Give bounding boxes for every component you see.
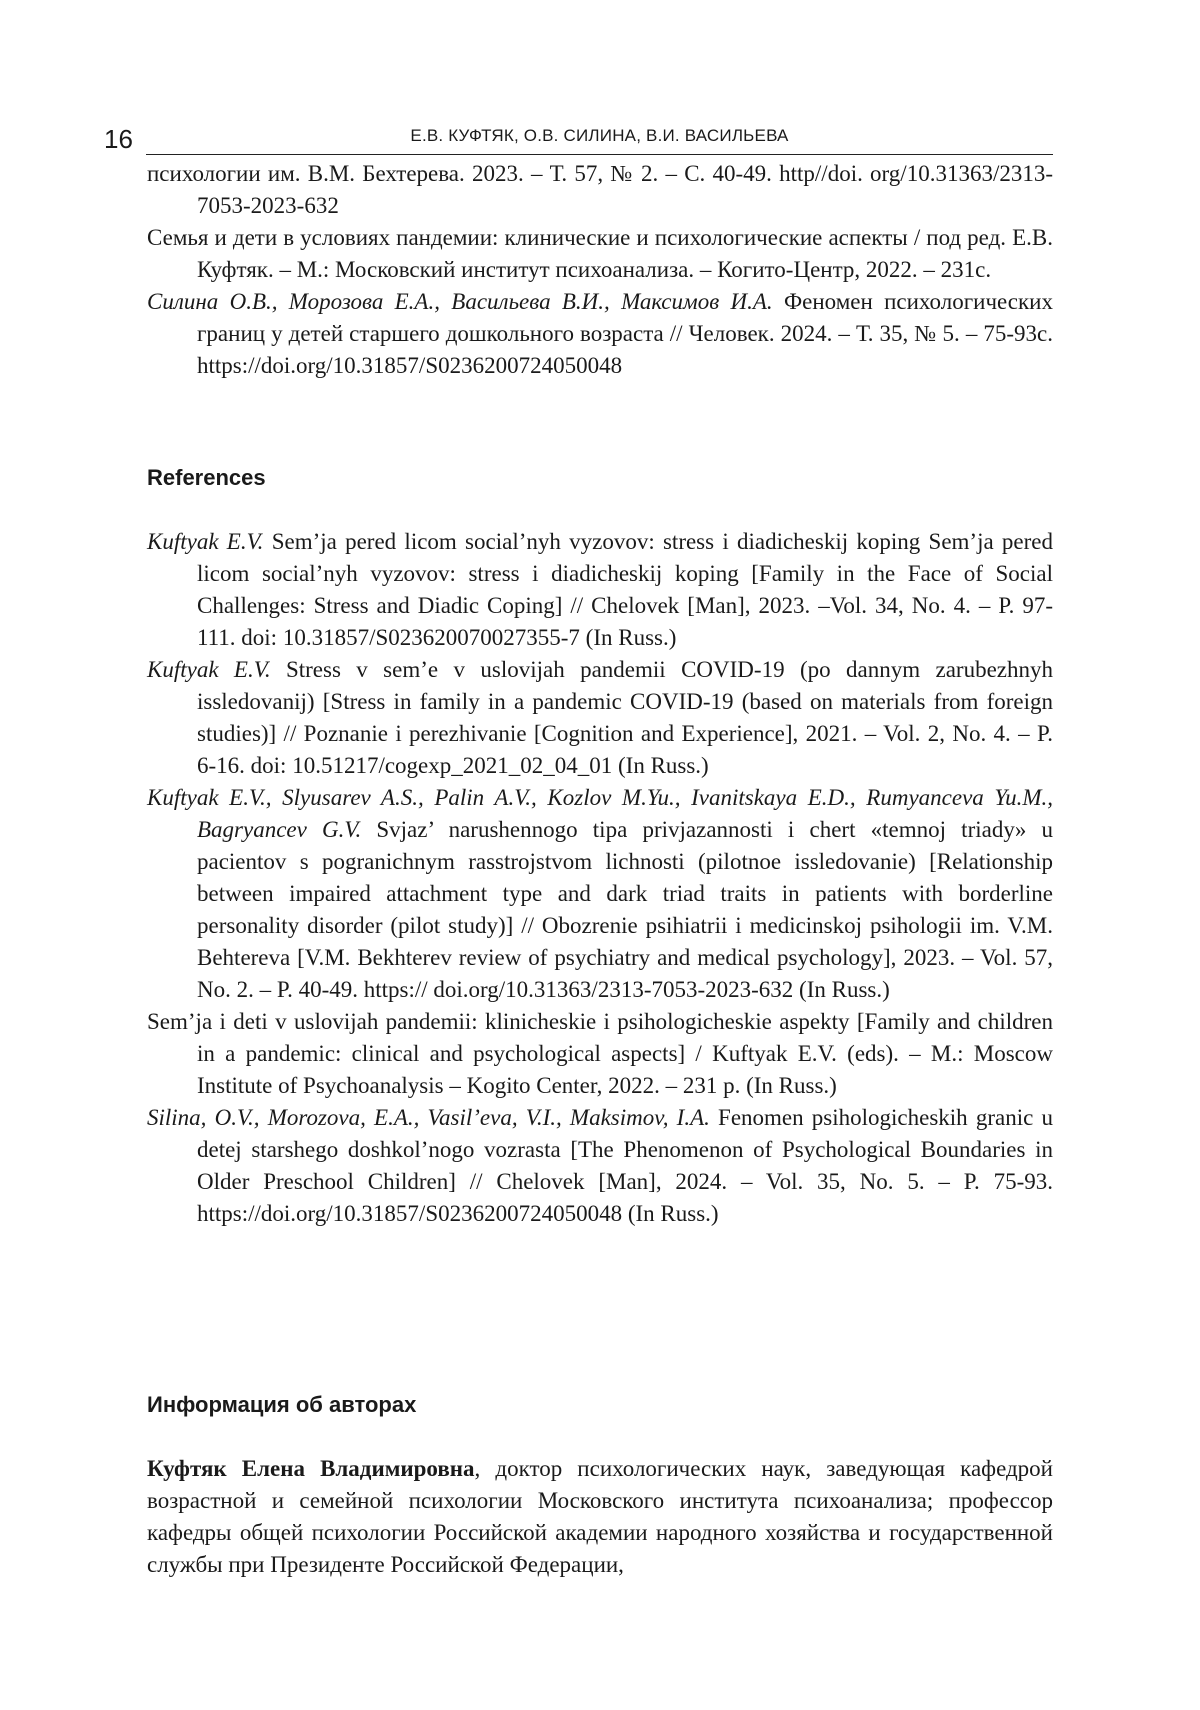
author-info-paragraph: [147, 1453, 1053, 1581]
header-rule: [146, 154, 1053, 155]
reference-item: Семья и дети в условиях пандемии: клинические и психологические аспекты / под ред. Е.В. Куфтяк. – М.: Московский институт психоанализа. – Когито-Центр, 2022. – 231с.: [147, 225, 1053, 282]
author-description: , доктор психологических наук, заведующая кафедрой возрастной и семейной психологии Московского института психоанализа; профессор кафедры общей психологии Российской академии народного хозяйства и государственной службы при Президенте Российской Федерации,: [147, 1456, 1053, 1577]
reference-item: Kuftyak E.V. Stress v sem’e v uslovijah pandemii COVID-19 (po dannym zarubezhnyh issledovanij) [Stress in family in a pandemic COVID-19 (based on materials from foreign studies)] // Poznanie i perezhivanie [Cognition and Experience], 2021. – Vol. 2, No. 4. – P. 6-16. doi: 10.51217/cogexp_2021_02_04_01 (In Russ.): [147, 657, 1053, 778]
reference-item: Sem’ja i deti v uslovijah pandemii: klinicheskie i psihologicheskie aspekty [Family and children in a pandemic: clinical and psychological aspects] / Kuftyak E.V. (eds). – M.: Moscow Institute of Psychoanalysis – Kogito Center, 2022. – 231 p. (In Russ.): [147, 1009, 1053, 1098]
authors-info-heading: Информация об авторах: [147, 1392, 417, 1417]
reference-item: психологии им. В.М. Бехтерева. 2023. – Т. 57, № 2. – С. 40-49. http//doi. org/10.31363/2313-7053-2023-632: [147, 161, 1053, 218]
references-heading: References: [147, 465, 266, 490]
page-number: 16: [104, 124, 133, 154]
reference-item: Kuftyak E.V., Slyusarev A.S., Palin A.V., Kozlov M.Yu., Ivanitskaya E.D., Rumyanceva Yu.M., Bagryancev G.V. Svjaz’ narushennogo tipa privjazannosti i chert «temnoj triady» u pacientov s pogranichnym rasstrojstvom lichnosti (pilotnoe issledovanie) [Relationship between impaired attachment type and dark triad traits in patients with borderline personality disorder (pilot study)] // Obozrenie psihiatrii i medicinskoj psihologii im. V.M. Behtereva [V.M. Bekhterev review of psychiatry and medical psychology], 2023. – Vol. 57, No. 2. – P. 40-49. https:// doi.org/10.31363/2313-7053-2023-632 (In Russ.): [147, 785, 1053, 1002]
page-header: [104, 120, 1053, 156]
russian-references-continued: [147, 158, 1053, 382]
reference-item: Kuftyak E.V. Sem’ja pered licom social’nyh vyzovov: stress i diadicheskij koping Sem’ja pered licom social’nyh vyzovov: stress i diadicheskij koping [Family in the Face of Social Challenges: Stress and Diadic Coping] // Chelovek [Man], 2023. –Vol. 34, No. 4. – P. 97-111. doi: 10.31857/S023620070027355-7 (In Russ.): [147, 529, 1054, 650]
reference-item: Силина О.В., Морозова Е.А., Васильева В.И., Максимов И.А. Феномен психологических границ у детей старшего дошкольного возраста // Человек. 2024. – Т. 35, № 5. – 75-93с. https://doi.org/10.31857/S0236200724050048: [147, 289, 1053, 378]
author-name: Куфтяк Елена Владимировна: [147, 1456, 475, 1481]
references-list: [147, 526, 1053, 1230]
running-title: Е.В. КУФТЯК, О.В. СИЛИНА, В.И. ВАСИЛЬЕВА: [410, 126, 789, 145]
reference-item: Silina, O.V., Morozova, E.A., Vasil’eva, V.I., Maksimov, I.A. Fenomen psihologicheskih granic u detej starshego doshkol’nogo vozrasta [The Phenomenon of Psychological Boundaries in Older Preschool Children] // Chelovek [Man], 2024. – Vol. 35, No. 5. – P. 75-93. https://doi.org/10.31857/S0236200724050048 (In Russ.): [147, 1105, 1053, 1226]
